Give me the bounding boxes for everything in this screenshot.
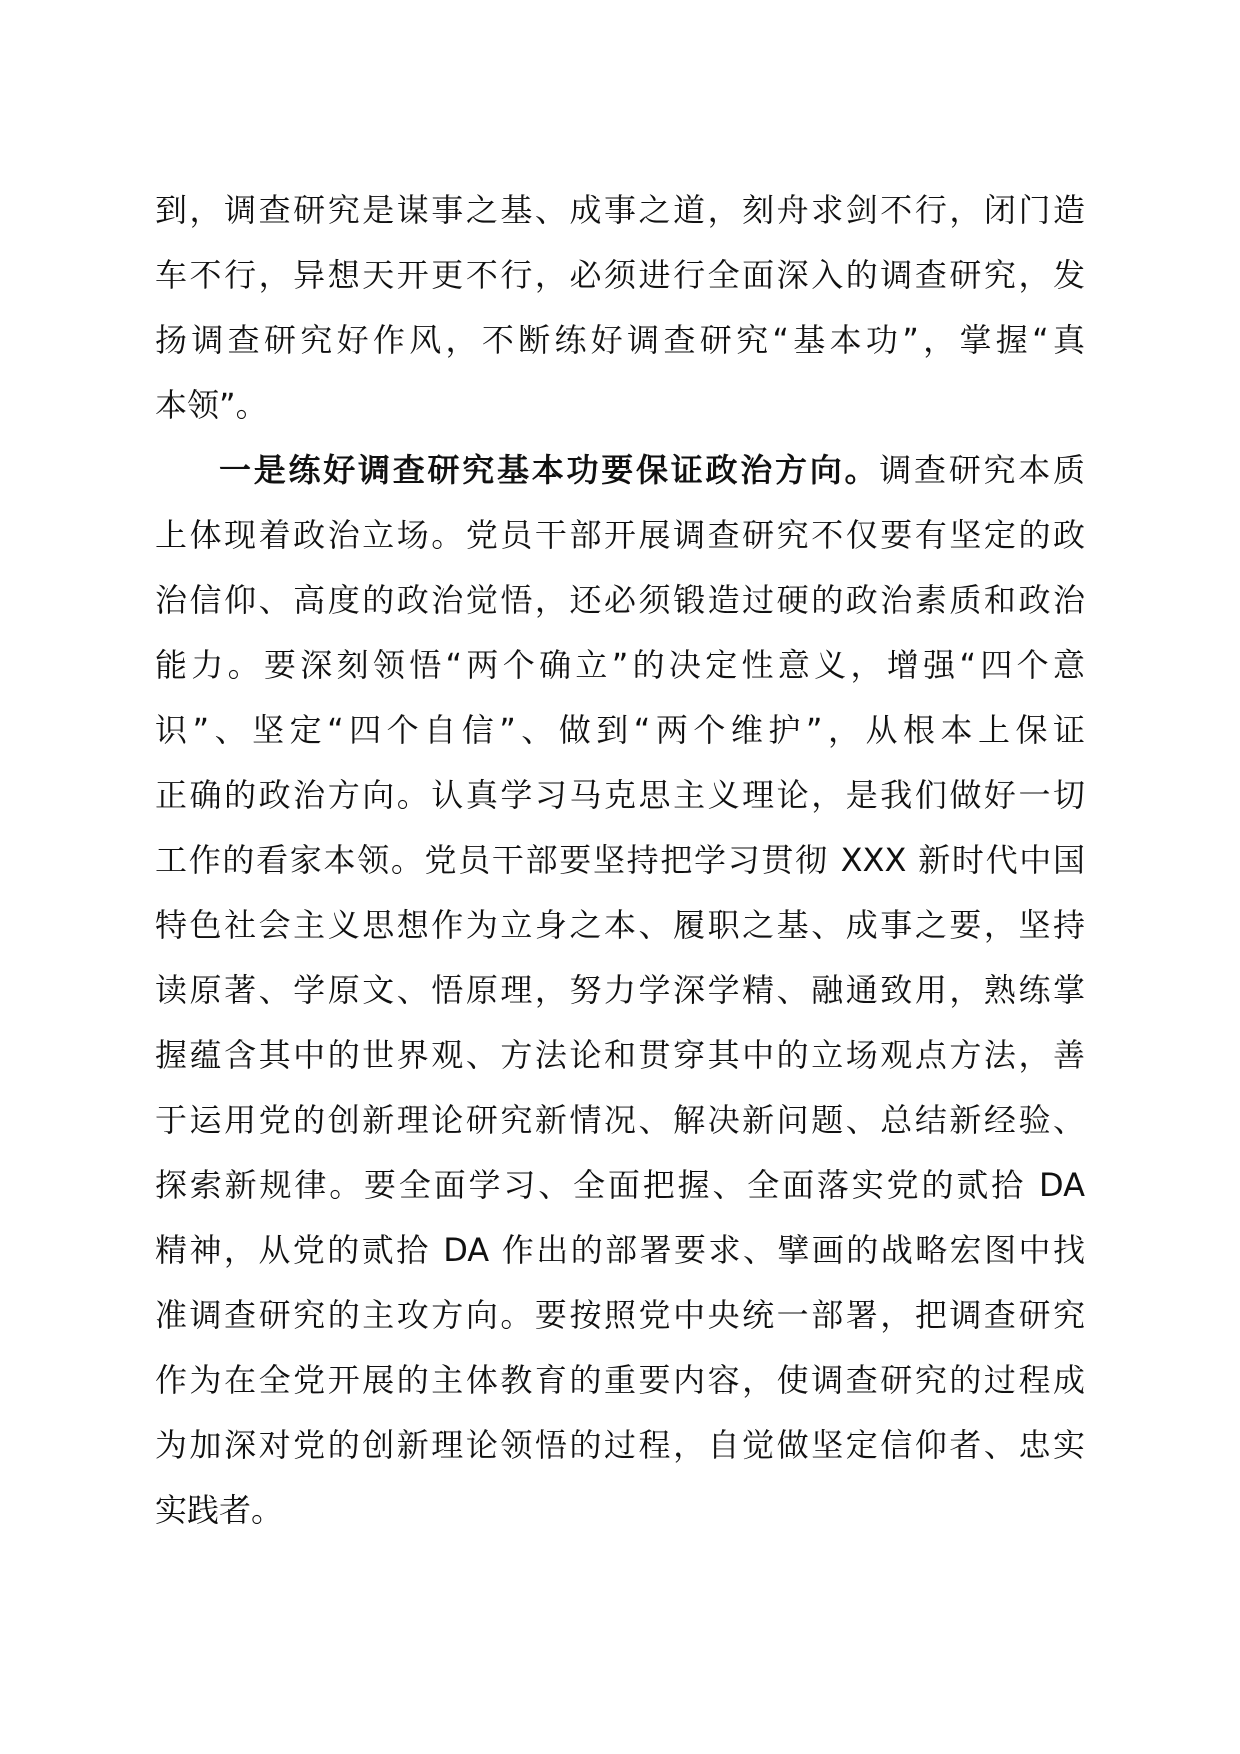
text-line: 能力。要深刻领悟“两个确立”的决定性意义，增强“四个意 xyxy=(155,646,1085,684)
body-text xyxy=(155,178,1085,1543)
text-line: 车不行，异想天开更不行，必须进行全面深入的调查研究，发 xyxy=(155,256,1085,294)
text-line: 正确的政治方向。认真学习马克思主义理论，是我们做好一切 xyxy=(155,776,1085,814)
text-line: 上体现着政治立场。党员干部开展调查研究不仅要有坚定的政 xyxy=(155,516,1085,554)
text-line xyxy=(155,438,1085,503)
text-line: 工作的看家本领。党员干部要坚持把学习贯彻 XXX 新时代中国 xyxy=(155,841,1085,879)
text-line: 读原著、学原文、悟原理，努力学深学精、融通致用，熟练掌 xyxy=(155,971,1085,1009)
heading-line-rest: 调查研究本质 xyxy=(879,451,1085,489)
text-line: 本领”。 xyxy=(155,386,268,424)
text-line: 治信仰、高度的政治觉悟，还必须锻造过硬的政治素质和政治 xyxy=(155,581,1085,619)
text-line: 探索新规律。要全面学习、全面把握、全面落实党的贰拾 DA xyxy=(155,1166,1085,1204)
text-line: 于运用党的创新理论研究新情况、解决新问题、总结新经验、 xyxy=(155,1101,1085,1139)
text-line: 特色社会主义思想作为立身之本、履职之基、成事之要，坚持 xyxy=(155,906,1085,944)
text-line: 为加深对党的创新理论领悟的过程，自觉做坚定信仰者、忠实 xyxy=(155,1426,1085,1464)
text-line: 作为在全党开展的主体教育的重要内容，使调查研究的过程成 xyxy=(155,1361,1085,1399)
text-line: 扬调查研究好作风，不断练好调查研究“基本功”，掌握“真 xyxy=(155,321,1085,359)
text-line: 握蕴含其中的世界观、方法论和贯穿其中的立场观点方法，善 xyxy=(155,1036,1085,1074)
paragraph-2 xyxy=(155,438,1085,1543)
paragraph-heading: 一是练好调查研究基本功要保证政治方向。 xyxy=(219,451,880,489)
text-line: 准调查研究的主攻方向。要按照党中央统一部署，把调查研究 xyxy=(155,1296,1085,1334)
paragraph-1 xyxy=(155,178,1085,438)
text-line: 实践者。 xyxy=(155,1491,284,1529)
text-line: 到，调查研究是谋事之基、成事之道，刻舟求剑不行，闭门造 xyxy=(155,191,1085,229)
text-line: 识”、坚定“四个自信”、做到“两个维护”，从根本上保证 xyxy=(155,711,1085,749)
text-line: 精神，从党的贰拾 DA 作出的部署要求、擘画的战略宏图中找 xyxy=(155,1231,1085,1269)
